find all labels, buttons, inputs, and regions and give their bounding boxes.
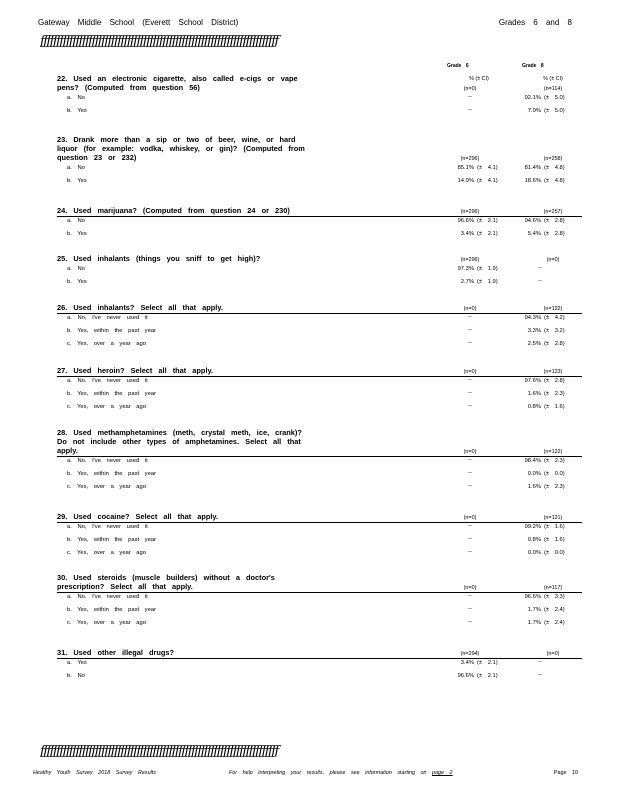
grade6-confidence-interval: (± 1.9) bbox=[477, 266, 498, 272]
response-row bbox=[57, 671, 582, 683]
question-title: 26. Used inhalants? Select all that apply. bbox=[57, 303, 223, 312]
grade8-percent: -- bbox=[538, 265, 542, 271]
grade8-confidence-interval: (± 4.8) bbox=[544, 165, 565, 171]
response-row bbox=[57, 229, 582, 241]
response-label: a. No bbox=[67, 95, 85, 101]
question-title: 28. Used methamphetamines (meth, crystal meth, ice, crank)? Do not include other types of amphetamines. Select all that apply. bbox=[57, 428, 302, 455]
grade6-percent: -- bbox=[468, 340, 472, 346]
grade8-confidence-interval: (± 4.2) bbox=[544, 315, 565, 321]
grade6-percent: -- bbox=[468, 483, 472, 489]
grade8-confidence-interval: (± 5.0) bbox=[544, 108, 565, 114]
grade6-sample-size: (n=0) bbox=[463, 515, 477, 521]
footer-rule: ƒƒƒƒƒƒƒƒƒƒƒƒƒƒƒƒƒƒƒƒƒƒƒƒƒƒƒƒƒƒƒƒƒƒƒƒƒƒƒƒƒƒƒƒƒƒƒƒƒƒƒƒƒƒƒƒƒƒƒƒƒƒƒƒƒƒƒƒƒƒƒƒƒƒ bbox=[40, 744, 278, 759]
grade6-percent: -- bbox=[468, 314, 472, 320]
response-row bbox=[57, 339, 582, 351]
grade6-percent: -- bbox=[468, 523, 472, 529]
question-block bbox=[57, 366, 582, 410]
grade8-percent: 94.6% bbox=[524, 218, 541, 224]
question-block bbox=[57, 254, 582, 285]
grade8-percent: 0.8% bbox=[527, 404, 541, 410]
response-label: c. Yes, over a year ago bbox=[67, 341, 146, 347]
grade8-confidence-interval: (± 2.8) bbox=[544, 218, 565, 224]
question-block bbox=[57, 428, 582, 490]
grade8-percent: -- bbox=[538, 672, 542, 678]
response-row bbox=[57, 658, 582, 670]
grade6-percent: 85.1% bbox=[457, 165, 474, 171]
question-block bbox=[57, 206, 582, 237]
grade6-column-header: Grade 6 bbox=[447, 63, 469, 69]
grade6-sample-size: (n=296) bbox=[460, 257, 480, 263]
grade6-percent: -- bbox=[468, 377, 472, 383]
grade8-percent: 1.6% bbox=[527, 484, 541, 490]
grade8-confidence-interval: (± 1.6) bbox=[544, 537, 565, 543]
response-label: b. Yes, within the past year bbox=[67, 391, 156, 397]
grade8-percent: 92.1% bbox=[524, 95, 541, 101]
response-label: c. Yes, over a year ago bbox=[67, 484, 146, 490]
response-label: c. Yes, over a year ago bbox=[67, 404, 146, 410]
grade6-percent: 96.6% bbox=[457, 673, 474, 679]
grade8-sample-size: (n=122) bbox=[543, 449, 563, 455]
response-label: b. Yes bbox=[67, 178, 87, 184]
grade8-percent: 94.3% bbox=[524, 315, 541, 321]
question-block bbox=[57, 573, 582, 626]
grade6-percent: 97.3% bbox=[457, 266, 474, 272]
response-row bbox=[57, 389, 582, 401]
grade6-confidence-interval: (± 2.1) bbox=[477, 218, 498, 224]
grade6-percent: 14.9% bbox=[457, 178, 474, 184]
grade8-confidence-interval: (± 2.3) bbox=[544, 484, 565, 490]
response-row bbox=[57, 535, 582, 547]
response-row bbox=[57, 376, 582, 388]
grade8-percent: 0.8% bbox=[527, 537, 541, 543]
response-row bbox=[57, 605, 582, 617]
grade6-percent: -- bbox=[468, 94, 472, 100]
grade8-percent: 2.5% bbox=[527, 341, 541, 347]
response-row bbox=[57, 522, 582, 534]
grade8-percent: 0.0% bbox=[527, 550, 541, 556]
grade8-percent: 96.6% bbox=[524, 594, 541, 600]
grade6-percent: -- bbox=[468, 536, 472, 542]
grade8-confidence-interval: (± 2.8) bbox=[544, 378, 565, 384]
grade8-sample-size: (n=117) bbox=[543, 585, 563, 591]
grade6-sample-size: (n=0) bbox=[463, 306, 477, 312]
question-block bbox=[57, 135, 582, 184]
grade6-percent: -- bbox=[468, 470, 472, 476]
grade8-sample-size: (n=0) bbox=[546, 257, 560, 263]
response-label: a. No, I've never used it bbox=[67, 458, 148, 464]
grade6-confidence-interval: (± 4.1) bbox=[477, 165, 498, 171]
grade6-confidence-interval: (± 4.1) bbox=[477, 178, 498, 184]
grade8-confidence-interval: (± 1.6) bbox=[544, 404, 565, 410]
grade8-sample-size: (n=257) bbox=[543, 209, 563, 215]
response-label: a. No, I've never used it bbox=[67, 594, 148, 600]
response-row bbox=[57, 277, 582, 289]
grade8-confidence-interval: (± 3.3) bbox=[544, 594, 565, 600]
grade6-sample-size: (n=0) bbox=[463, 86, 477, 92]
question-title: 31. Used other illegal drugs? bbox=[57, 648, 175, 657]
grade6-sample-size: (n=0) bbox=[463, 449, 477, 455]
grade6-percent: 96.6% bbox=[457, 218, 474, 224]
grade6-percent: -- bbox=[468, 457, 472, 463]
grade6-sample-size: (n=0) bbox=[463, 585, 477, 591]
grade8-percent: -- bbox=[538, 659, 542, 665]
grade8-percent: 7.9% bbox=[527, 108, 541, 114]
question-title: 30. Used steroids (muscle builders) without a doctor's prescription? Select all that apply. bbox=[57, 573, 275, 591]
grade6-percent: 3.4% bbox=[460, 660, 474, 666]
response-row bbox=[57, 402, 582, 414]
grade8-sample-size: (n=123) bbox=[543, 369, 563, 375]
grade6-confidence-interval: (± 2.1) bbox=[477, 673, 498, 679]
grade8-sample-size: (n=258) bbox=[543, 156, 563, 162]
grade8-confidence-interval: (± 2.8) bbox=[544, 231, 565, 237]
grade6-percent: -- bbox=[468, 593, 472, 599]
response-label: b. Yes bbox=[67, 108, 87, 114]
question-title: 27. Used heroin? Select all that apply. bbox=[57, 366, 214, 375]
footer-help-text: For help interpreting your results, please see information starting on page 2 bbox=[229, 770, 453, 776]
grade8-percent: 1.7% bbox=[527, 620, 541, 626]
response-row bbox=[57, 106, 582, 118]
response-row bbox=[57, 216, 582, 228]
grade6-sample-size: (n=294) bbox=[460, 651, 480, 657]
response-label: a. No bbox=[67, 165, 85, 171]
response-row bbox=[57, 456, 582, 468]
response-row bbox=[57, 548, 582, 560]
grade6-percent: -- bbox=[468, 549, 472, 555]
grade8-confidence-interval: (± 3.2) bbox=[544, 328, 565, 334]
grade8-confidence-interval: (± 2.4) bbox=[544, 620, 565, 626]
grade6-sample-size: (n=296) bbox=[460, 209, 480, 215]
grade8-confidence-interval: (± 2.4) bbox=[544, 607, 565, 613]
grade8-percent: 1.6% bbox=[527, 391, 541, 397]
grade8-confidence-interval: (± 2.8) bbox=[544, 341, 565, 347]
question-title: 29. Used cocaine? Select all that apply. bbox=[57, 512, 219, 521]
question-block bbox=[57, 74, 582, 114]
footer-survey-name: Healthy Youth Survey 2018 Survey Results bbox=[33, 770, 156, 776]
question-title: 22. Used an electronic cigarette, also called e-cigs or vape pens? (Computed from question 56) bbox=[57, 74, 298, 92]
grade8-percent: -- bbox=[538, 278, 542, 284]
question-block bbox=[57, 512, 582, 556]
response-row bbox=[57, 469, 582, 481]
response-label: a. No, I've never used it bbox=[67, 378, 148, 384]
grade6-percent: 3.4% bbox=[460, 231, 474, 237]
grade6-confidence-interval: (± 1.9) bbox=[477, 279, 498, 285]
response-label: b. No bbox=[67, 673, 85, 679]
grade6-sample-size: (n=296) bbox=[460, 156, 480, 162]
response-label: a. No bbox=[67, 266, 85, 272]
response-label: b. Yes, within the past year bbox=[67, 607, 156, 613]
grade8-percent: 81.4% bbox=[524, 165, 541, 171]
grade6-confidence-interval: (± 2.1) bbox=[477, 660, 498, 666]
response-label: b. Yes, within the past year bbox=[67, 537, 156, 543]
grade6-stat-label: % (± CI) bbox=[469, 76, 489, 82]
question-title: 25. Used inhalants (things you sniff to get high)? bbox=[57, 254, 261, 263]
response-label: a. No bbox=[67, 218, 85, 224]
grade8-column-header: Grade 8 bbox=[522, 63, 544, 69]
response-row bbox=[57, 482, 582, 494]
grade8-confidence-interval: (± 5.0) bbox=[544, 95, 565, 101]
grade6-confidence-interval: (± 2.1) bbox=[477, 231, 498, 237]
response-label: b. Yes, within the past year bbox=[67, 328, 156, 334]
question-block bbox=[57, 648, 582, 679]
grade8-sample-size: (n=0) bbox=[546, 651, 560, 657]
grade8-percent: 5.4% bbox=[527, 231, 541, 237]
grade6-percent: -- bbox=[468, 619, 472, 625]
question-title: 24. Used marijuana? (Computed from question 24 or 230) bbox=[57, 206, 290, 215]
response-label: b. Yes bbox=[67, 231, 87, 237]
grade8-confidence-interval: (± 0.0) bbox=[544, 471, 565, 477]
grade8-confidence-interval: (± 4.8) bbox=[544, 178, 565, 184]
response-label: b. Yes, within the past year bbox=[67, 471, 156, 477]
grade8-percent: 1.7% bbox=[527, 607, 541, 613]
response-label: a. Yes bbox=[67, 660, 87, 666]
grade8-confidence-interval: (± 2.3) bbox=[544, 391, 565, 397]
footer-page-link[interactable]: page 2 bbox=[432, 770, 453, 776]
grade8-percent: 98.4% bbox=[524, 458, 541, 464]
grade8-sample-size: (n=114) bbox=[543, 86, 563, 92]
grade8-percent: 18.6% bbox=[524, 178, 541, 184]
response-row bbox=[57, 163, 582, 175]
response-label: c. Yes, over a year ago bbox=[67, 550, 146, 556]
grade8-confidence-interval: (± 1.6) bbox=[544, 524, 565, 530]
grade6-sample-size: (n=0) bbox=[463, 369, 477, 375]
response-label: b. Yes bbox=[67, 279, 87, 285]
grade6-percent: -- bbox=[468, 390, 472, 396]
grade8-confidence-interval: (± 2.3) bbox=[544, 458, 565, 464]
page-header-left: Gateway Middle School (Everett School District) bbox=[38, 18, 239, 27]
grade8-percent: 3.3% bbox=[527, 328, 541, 334]
response-label: c. Yes, over a year ago bbox=[67, 620, 146, 626]
header-rule: ƒƒƒƒƒƒƒƒƒƒƒƒƒƒƒƒƒƒƒƒƒƒƒƒƒƒƒƒƒƒƒƒƒƒƒƒƒƒƒƒƒƒƒƒƒƒƒƒƒƒƒƒƒƒƒƒƒƒƒƒƒƒƒƒƒƒƒƒƒƒƒƒƒƒ bbox=[40, 34, 278, 49]
response-row bbox=[57, 592, 582, 604]
grade8-percent: 0.0% bbox=[527, 471, 541, 477]
grade6-percent: -- bbox=[468, 403, 472, 409]
grade8-sample-size: (n=121) bbox=[543, 515, 563, 521]
response-label: a. No, I've never used it bbox=[67, 315, 148, 321]
response-row bbox=[57, 176, 582, 188]
response-row bbox=[57, 326, 582, 338]
grade6-percent: -- bbox=[468, 327, 472, 333]
question-title: 23. Drank more than a sip or two of beer, wine, or hard liquor (for example: vodka, whiskey, or gin)? (Computed from question 23 or 232) bbox=[57, 135, 305, 162]
page-header-right: Grades 6 and 8 bbox=[498, 18, 572, 27]
grade8-confidence-interval: (± 0.0) bbox=[544, 550, 565, 556]
grade6-percent: -- bbox=[468, 107, 472, 113]
question-block bbox=[57, 303, 582, 347]
grade8-stat-label: % (± CI) bbox=[543, 76, 563, 82]
grade8-percent: 97.6% bbox=[524, 378, 541, 384]
grade6-percent: -- bbox=[468, 606, 472, 612]
response-row bbox=[57, 93, 582, 105]
grade8-sample-size: (n=122) bbox=[543, 306, 563, 312]
response-label: a. No, I've never used it bbox=[67, 524, 148, 530]
response-row bbox=[57, 313, 582, 325]
footer-page-number: Page 10 bbox=[553, 770, 578, 776]
grade8-percent: 99.2% bbox=[524, 524, 541, 530]
response-row bbox=[57, 264, 582, 276]
response-row bbox=[57, 618, 582, 630]
grade6-percent: 2.7% bbox=[460, 279, 474, 285]
